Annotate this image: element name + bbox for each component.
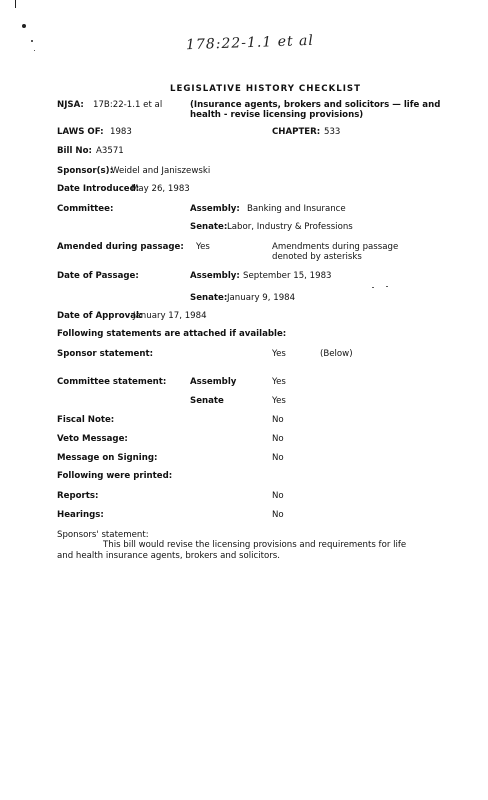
- committee-assembly-label: Assembly:: [190, 204, 240, 214]
- following-attached-heading: Following statements are attached if available:: [57, 329, 287, 339]
- committee-statement-senate-value: Yes: [272, 396, 286, 406]
- date-introduced-value: May 26, 1983: [131, 184, 190, 194]
- committee-assembly-value: Banking and Insurance: [247, 204, 346, 214]
- scan-mark: [22, 24, 26, 28]
- committee-senate-value: Labor, Industry & Professions: [227, 222, 353, 232]
- scan-mark: [31, 40, 33, 42]
- veto-message-label: Veto Message:: [57, 434, 128, 444]
- committee-label: Committee:: [57, 204, 114, 214]
- scan-mark: [34, 50, 35, 51]
- njsa-description: (Insurance agents, brokers and solicitors — life and: [190, 100, 441, 110]
- sponsors-statement-text: [57, 540, 409, 562]
- sponsors-statement-body: This bill would revise the licensing provisions and requirements for life and health insurance agents, brokers and solicitors.: [57, 540, 407, 561]
- passage-label: Date of Passage:: [57, 271, 139, 281]
- committee-statement-assembly-value: Yes: [272, 377, 286, 387]
- following-printed-heading: Following were printed:: [57, 471, 173, 481]
- fiscal-note-label: Fiscal Note:: [57, 415, 115, 425]
- hearings-label: Hearings:: [57, 510, 104, 520]
- amended-value: Yes: [196, 242, 210, 252]
- sponsor-statement-note: (Below): [320, 349, 353, 359]
- laws-of-value: 1983: [110, 127, 132, 137]
- amended-label: Amended during passage:: [57, 242, 184, 252]
- message-signing-value: No: [272, 453, 284, 463]
- committee-statement-assembly-label: Assembly: [190, 377, 237, 387]
- chapter-value: 533: [324, 127, 341, 137]
- committee-senate-label: Senate:: [190, 222, 228, 232]
- laws-of-label: LAWS OF:: [57, 127, 104, 137]
- page-title: LEGISLATIVE HISTORY CHECKLIST: [170, 84, 361, 94]
- reports-value: No: [272, 491, 284, 501]
- date-introduced-label: Date Introduced:: [57, 184, 140, 194]
- bill-no-value: A3571: [96, 146, 124, 156]
- committee-statement-label: Committee statement:: [57, 377, 167, 387]
- chapter-label: CHAPTER:: [272, 127, 321, 137]
- passage-senate-label: Senate:: [190, 293, 228, 303]
- approval-label: Date of Approval:: [57, 311, 143, 321]
- fiscal-note-value: No: [272, 415, 284, 425]
- committee-statement-senate-label: Senate: [190, 396, 224, 406]
- amended-note-2: denoted by asterisks: [272, 252, 362, 262]
- scan-mark: [372, 287, 374, 288]
- passage-senate-value: January 9, 1984: [227, 293, 296, 303]
- sponsors-value: Weidel and Janiszewski: [111, 166, 211, 176]
- sponsors-statement-heading: Sponsors' statement:: [57, 530, 149, 540]
- bill-no-label: Bill No:: [57, 146, 92, 156]
- njsa-label: NJSA:: [57, 100, 84, 110]
- scan-mark: [15, 0, 16, 8]
- passage-assembly-label: Assembly:: [190, 271, 240, 281]
- sponsors-label: Sponsor(s):: [57, 166, 114, 176]
- passage-assembly-value: September 15, 1983: [243, 271, 332, 281]
- hearings-value: No: [272, 510, 284, 520]
- message-signing-label: Message on Signing:: [57, 453, 158, 463]
- approval-value: January 17, 1984: [133, 311, 207, 321]
- sponsor-statement-label: Sponsor statement:: [57, 349, 154, 359]
- njsa-value: 17B:22-1.1 et al: [93, 100, 163, 110]
- veto-message-value: No: [272, 434, 284, 444]
- njsa-description-2: health - revise licensing provisions): [190, 110, 364, 120]
- reports-label: Reports:: [57, 491, 99, 501]
- handwritten-annotation: 178:22-1.1 et al: [185, 32, 315, 54]
- sponsor-statement-value: Yes: [272, 349, 286, 359]
- amended-note: Amendments during passage: [272, 242, 399, 252]
- scan-mark: [386, 286, 388, 287]
